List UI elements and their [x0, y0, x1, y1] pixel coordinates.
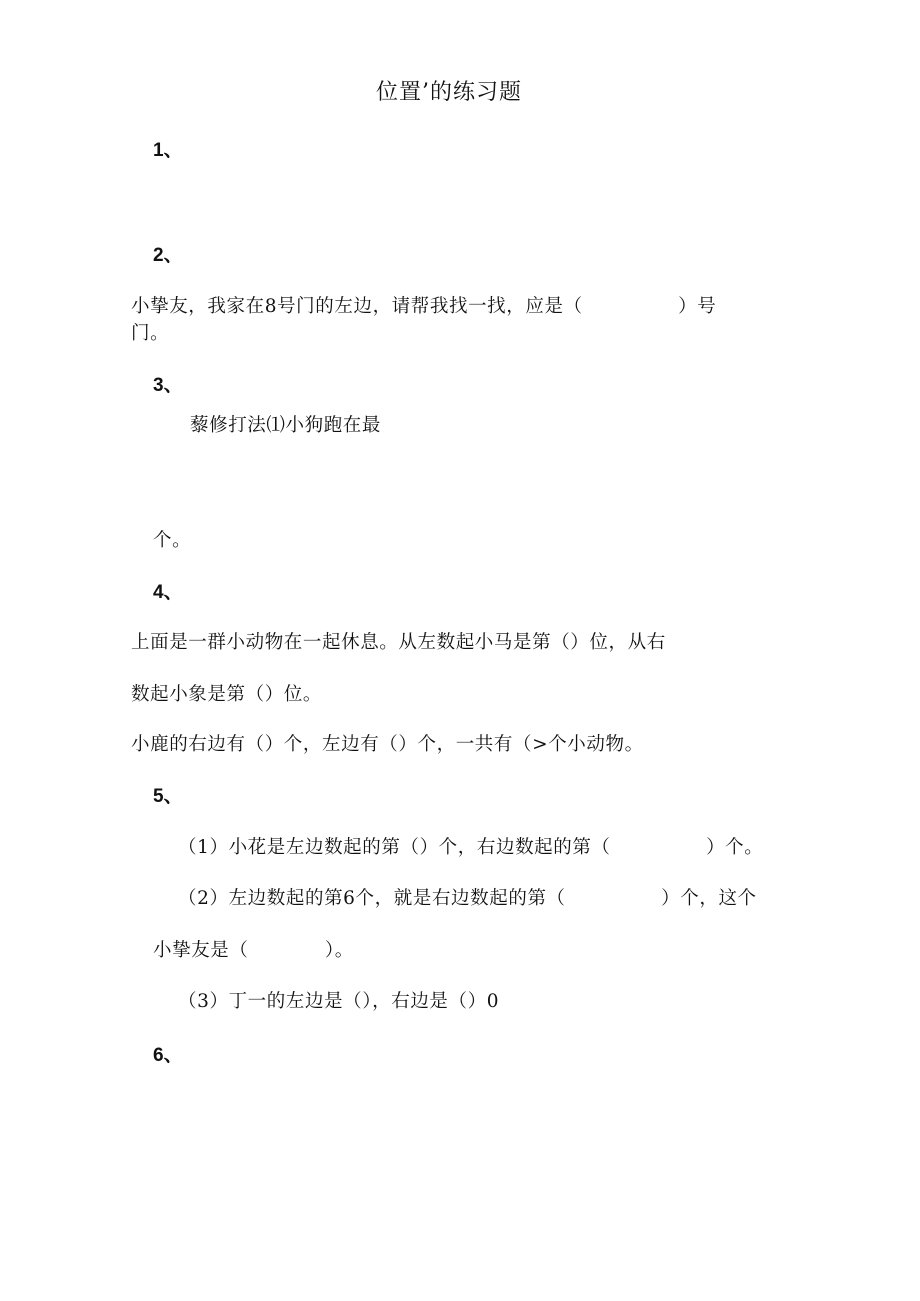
question-2-line-1: 小挚友，我家在8号门的左边，请帮我找一找，应是（ ）号 — [131, 296, 717, 317]
question-4-line-1: 上面是一群小动物在一起休息。从左数起小马是第（）位，从右 — [131, 632, 666, 653]
question-5-line-2: （2）左边数起的第6个，就是右边数起的第（ ）个，这个 — [178, 888, 757, 909]
question-5-line-4: （3）丁一的左边是（），右边是（）0 — [178, 991, 500, 1012]
question-4-line-3: 小鹿的右边有（）个，左边有（）个，一共有（>个小动物。 — [131, 734, 644, 755]
question-5-number: 5、 — [153, 786, 183, 807]
question-4-line-2: 数起小象是第（）位。 — [131, 684, 323, 705]
question-3-line-2: 个。 — [153, 530, 192, 551]
question-3-line-1: 藜修打法⑴小狗跑在最 — [190, 415, 382, 436]
question-4-number: 4、 — [153, 582, 183, 603]
question-2-line-2: 门。 — [131, 323, 170, 344]
page-title: 位置’的练习题 — [376, 80, 522, 105]
question-5-line-1: （1）小花是左边数起的第（）个，右边数起的第（ ）个。 — [178, 837, 764, 858]
question-5-line-3: 小挚友是（ ）。 — [153, 940, 354, 961]
question-1-number: 1、 — [153, 140, 183, 161]
question-2-number: 2、 — [153, 245, 183, 266]
question-6-number: 6、 — [153, 1045, 183, 1066]
question-3-number: 3、 — [153, 375, 183, 396]
